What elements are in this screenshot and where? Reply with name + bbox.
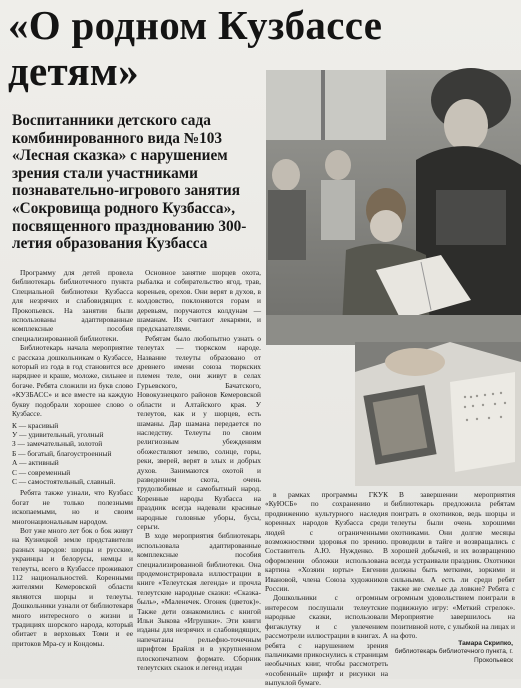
list-item: С — самостоятельный, славный. xyxy=(12,476,116,486)
paragraph: Дошкольники с огромным интересом послушали телеутские народные сказки, использовали фигаклутку и с увлечением рассмотрели иллюстрации в книгах. А ребята с нарушением зрения пальчиками прикоснулись к страницам необычных книг, чтобы рассмотреть «особенный» шрифт и рисунки на выпуклой бумаге. xyxy=(265,593,388,688)
column-3 xyxy=(265,490,388,688)
author-name: Тамара Скрипко, xyxy=(458,640,513,647)
paragraph: Основное занятие шорцев охота, рыбалка и собирательство ягод, трав, кореньев, орехов. Они верят в духов, в колдовство, поклоняются горам и деревьям, поручаются колдунам — шаманам. Их считают лекарями, и предсказателями. xyxy=(137,268,261,334)
headline: «О родном Кузбассе детям» xyxy=(8,2,383,94)
lead-paragraph: Воспитанники детского сада комбинированного вида №103 «Лесная сказка» с нарушением зрения стали участниками познавательно-игрового занятия «Сокровища родного Кузбасса», посвященного празднованию 300-летия образования Кузбасса xyxy=(12,112,247,253)
photo-children-with-book xyxy=(266,70,521,345)
author-role: библиотекарь библиотечного пункта, г. Прокопьевск xyxy=(394,648,513,664)
list-item: С — современный xyxy=(12,467,71,477)
paragraph: Вот уже много лет бок о бок живут на Кузнецкой земле представители разных народов: шорцы и русские, украинцы и белорусы, немцы и телеуты, всего в Кузбассе проживают 112 национальностей. Коренными жителями Кемеровской области являются шорцы и телеуты. Дошкольники узнали от библиотекаря много интересного о жизни и традициях шорского народа, который обитает в верховьях Томи и ее притоков Мра-су и Кондомы. xyxy=(12,525,133,648)
list-item: У — удивительный, уголный xyxy=(12,429,104,439)
paragraph: Ребята также узнали, что Кузбасс богат не только полезными ископаемыми, но и своим многонациональным народом. xyxy=(12,488,133,526)
list-item: Б — богатый, благоустроенный xyxy=(12,448,112,458)
list-item: З — замечательный, золотой xyxy=(12,439,103,449)
photo-book-illustration xyxy=(355,342,521,486)
photo-braille-book xyxy=(355,342,521,486)
paragraph: в рамках программы ГКУК «КуЮСБ» по сохранению и продвижению культурного наследия коренных народов Кузбасса среди людей с ограниченными возможностями здоровья по зрению. Составитель А.Ю. Нужденко. В оформлении обложки использована картина «Хозяин юрты» Евгении Ивановой, члена Союза художников России. xyxy=(265,490,388,594)
paragraph: Библиотекарь начала мероприятие с рассказа дошкольникам о Кузбассе, который из года в год становится все наряднее и краше, моложе, сильнее и богаче. Ребята сложили из букв слово «КУЗБАСС» и все вместе на каждую букву подобрали хорошее слово о Кузбассе. xyxy=(12,343,133,419)
paragraph: Ребятам было любопытно узнать о телеутах — тюркском народе. Название телеуты образовано от древнего имени союза тюркских племен теле, они живут в селах Гурьевского, Бачатского, Новокузнецкого районов Кемеровской области и Алтайского края. У телеутов, как и у шорцев, есть шаманы. Дар шамана передается по наследству. Телеуты по своим религиозным убеждениям обожествляют землю, солнце, горы, реки, зверей, верят в злых и добрых духов. Занимаются охотой и разведением скота, очень трудолюбивые и самобытный народ. Коренные народы Кузбасса на праздник всегда надевали красивые народные головные уборы, бусы, серьги. xyxy=(137,333,261,531)
list-item: А — активный xyxy=(12,458,59,468)
photo-children-illustration xyxy=(266,70,521,345)
column-1 xyxy=(12,268,133,648)
letter-list xyxy=(12,421,133,487)
paragraph: В ходе мероприятия библиотекарь использовала адаптированные комплексные пособия специализированной библиотеки. Она продемонстрировала иллюстрации в книге «Телеутская легенда» и прочла телеутские народные сказки: «Сказка-быль», «Маленечек. Огонек (цветок)». Также дети ознакомились с книгой Ильи Зыкова «Игрушки». Эти книги изданы для незрячих и слабовидящих, напечатаны рельефно-точечным шрифтом Брайля и в укрупненном плоскопечатном формате. Сборник телеутских сказок и легенд издан xyxy=(137,531,261,673)
paragraph: В завершении мероприятия библиотекарь предложила ребятам поиграть в охотников, ведь шорцы и телеуты были очень хорошими охотниками. Они долгие месяцы проводили в тайге и возвращались с хорошей добычей, и их возвращению всегда устраивали праздник. Охотники должны быть меткими, зоркими и сильными. А есть ли среди ребят также же смелые да ловкие? Ребята с огромным удовольствием поиграли в подвижную игру: «Меткий стрелок». Мероприятие завершилось на позитивной ноте, с улыбкой на лицах и на фото. xyxy=(391,490,515,641)
column-4 xyxy=(391,490,515,641)
author-signature xyxy=(388,640,513,665)
column-2 xyxy=(137,268,261,672)
list-item: К — красивый xyxy=(12,420,59,430)
paragraph: Программу для детей провела библиотекарь библиотечного пункта Специальной библиотеки Кузбасса для незрячих и слабовидящих г. Прокопьевск. На занятии были использованы адаптированные комплексные пособия специализированной библиотеки. xyxy=(12,268,133,343)
